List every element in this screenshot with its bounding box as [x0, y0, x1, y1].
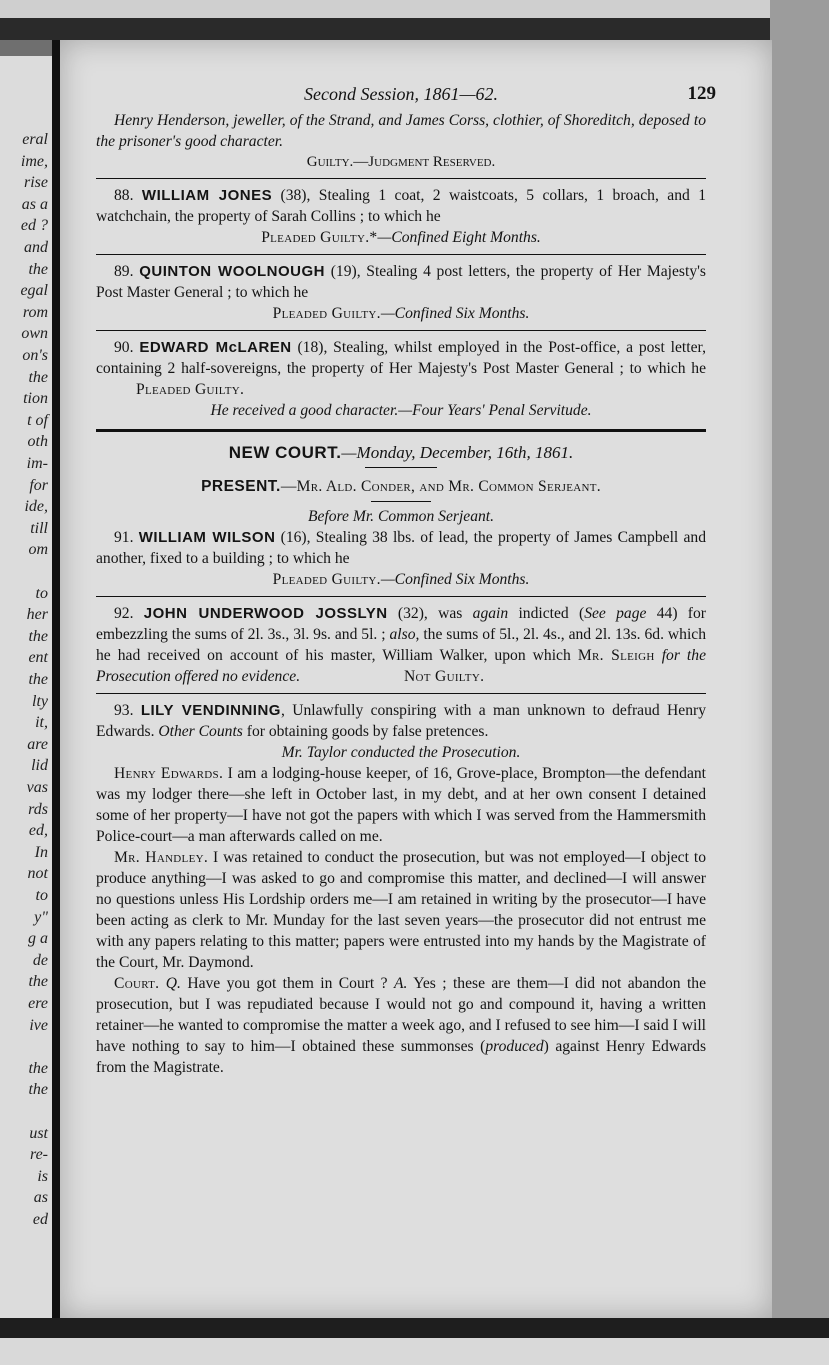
facing-page-fragment: ed,: [28, 822, 48, 840]
facing-page-fragment: re-: [29, 1146, 48, 1164]
facing-page-fragment: ere: [28, 995, 48, 1012]
case-text: for obtaining goods by false pretences.: [242, 723, 489, 740]
plea: Pleaded Guilty.*: [261, 229, 378, 246]
facing-page-fragment: as: [33, 1189, 48, 1207]
facing-page-fragment: om: [28, 541, 48, 559]
section-rule: [96, 596, 706, 597]
scan-top-shadow: [0, 18, 829, 40]
case-text: indicted (: [508, 605, 585, 622]
case-text-italic: for the Prosecution offered no evidence.: [96, 647, 706, 685]
facing-page-fragment: de: [32, 951, 48, 969]
page-number: 129: [687, 83, 716, 104]
case-text: (18), Stealing, whilst employed in the Post-office, a post letter, containing 2 half-sovereigns, the property of Her Majesty's Post Master General ; to which he: [96, 339, 706, 377]
facing-page-fragment: ed: [32, 1211, 48, 1228]
case-entry-91: [96, 527, 706, 590]
testimony-paragraph: [96, 763, 706, 847]
section-rule: [96, 254, 706, 255]
facing-page-fragment: egal: [20, 282, 48, 300]
case-text: (38), Stealing 1 coat, 2 waistcoats, 5 collars, 1 broach, and 1 watchchain, the property of Sarah Collins ; to which he: [96, 187, 707, 225]
testimony-text: I am a lodging-house keeper, of 16, Grove-place, Brompton—the defendant was my lodger there—she left in October last, in my debt, and at her own consent I detained some of her property—I have not got the papers with which I was served from the Hammersmith Police-court—a man afterwards called on me.: [96, 765, 706, 845]
section-rule: [96, 693, 706, 694]
question-marker: Q.: [165, 975, 181, 992]
answer-marker: A.: [393, 975, 408, 992]
before-judge: Before Mr. Common Serjeant.: [307, 508, 495, 525]
defendant-name: EDWARD McLAREN: [139, 339, 292, 356]
case-number: 92.: [114, 605, 134, 622]
case-number: 90.: [114, 339, 134, 356]
facing-page-fragment: In: [34, 843, 48, 861]
scan-bottom-edge: [0, 1338, 829, 1365]
facing-page-fragment: rom: [22, 303, 48, 321]
case-text-italic: again: [472, 605, 509, 622]
facing-page-fragment: ent: [28, 649, 48, 667]
running-title: Second Session, 1861—62.: [304, 84, 498, 104]
facing-page-fragment: rds: [28, 800, 48, 818]
facing-page-edge: [0, 56, 54, 1318]
case-text: 44) for embezzling the sums of 2l. 3s., 3l. 9s. and 5l. ;: [96, 605, 706, 643]
speaker-name: Henry Edwards.: [114, 765, 224, 782]
speaker-name: Mr. Handley.: [114, 849, 209, 866]
testimony-text: Yes ; these are them—I did not abandon the prosecution, but I was repudiated because I would not go and compound it, having a written retainer—he wanted to compromise the matter a week ago, and I refused to see him—I said I will have nothing to say to him—I obtained these summonses (: [96, 975, 707, 1055]
facing-page-fragment: the: [28, 973, 48, 991]
facing-page-fragment: the: [28, 671, 48, 688]
facing-page-fragment: lty: [32, 692, 48, 710]
case-number: 91.: [114, 529, 134, 546]
section-rule: [96, 178, 706, 179]
facing-page-fragment: the: [28, 1059, 48, 1077]
facing-page-fragment: the: [28, 368, 48, 386]
sentence: —Confined Six Months.: [380, 571, 530, 588]
court-date: —Monday, December, 16th, 1861.: [341, 443, 574, 462]
case-text: the sums of 5l., 2l. 4s., and 2l. 13s. 6d. which he had received on account of his master, William Walker, upon which: [96, 626, 706, 664]
short-rule: [371, 501, 431, 502]
facing-page-fragment: the: [28, 1081, 48, 1099]
facing-page-fragment: is: [37, 1167, 48, 1185]
facing-page-fragment: till: [30, 519, 48, 537]
sentence: —Confined Six Months.: [380, 305, 530, 322]
facing-page-fragment: ide,: [24, 498, 48, 516]
short-rule: [365, 467, 437, 468]
facing-page-fragment: ed ?: [20, 217, 48, 235]
defendant-name: WILLIAM JONES: [141, 187, 273, 204]
facing-page-fragment: to: [35, 584, 48, 602]
testimony-text-italic: produced: [485, 1038, 544, 1055]
facing-page-fragment: vas: [26, 779, 48, 796]
case-text: (19), Stealing 4 post letters, the property of Her Majesty's Post Master General ; to which he: [96, 263, 707, 301]
facing-page-fragment: eral: [22, 131, 48, 148]
court-heading: [96, 442, 706, 463]
testimony-text: Have you got them in Court ?: [180, 975, 394, 992]
testimony-text: ) against Henry Edwards from the Magistrate.: [96, 1038, 707, 1076]
session-divider: [96, 429, 706, 432]
case-number: 89.: [114, 263, 134, 280]
verdict-line: Guilty.—Judgment Reserved.: [306, 154, 496, 170]
plea: Pleaded Guilty.: [272, 305, 381, 322]
facing-page-fragment: her: [26, 606, 48, 624]
case-text-italic: also,: [389, 626, 420, 643]
facing-page-fragment: tion: [23, 390, 48, 408]
defendant-name: WILLIAM WILSON: [138, 529, 276, 546]
testimony-paragraph: [96, 973, 706, 1078]
facing-page-fragment: t of: [27, 411, 48, 429]
testimony-paragraph: [96, 847, 706, 973]
facing-page-fragment: y": [34, 908, 48, 926]
book-page: [60, 40, 772, 1318]
counsel-name: Mr. Sleigh: [577, 647, 655, 664]
defendant-name: JOHN UNDERWOOD JOSSLYN: [143, 605, 388, 622]
facing-page-fragment: g a: [28, 930, 48, 948]
case-entry-88: [96, 185, 706, 248]
case-entry-89: [96, 261, 706, 324]
prosecution-counsel: Mr. Taylor conducted the Prosecution.: [281, 744, 521, 761]
verdict-line: Not Guilty.: [404, 668, 485, 685]
facing-page-fragment: im-: [26, 455, 48, 472]
facing-page-fragment: it,: [35, 714, 48, 732]
facing-page-fragment: and: [24, 239, 48, 256]
speaker-name: Court.: [114, 975, 160, 992]
facing-page-fragment: own: [21, 325, 48, 343]
facing-page-fragment: the: [28, 627, 48, 645]
facing-page-fragment: the: [28, 260, 48, 278]
page-content: [96, 83, 716, 1078]
facing-page-fragment: are: [27, 735, 48, 753]
case-entry-93: [96, 700, 706, 763]
case-number: 93.: [114, 702, 134, 719]
case-number: 88.: [114, 187, 134, 204]
facing-page-fragment: ust: [29, 1124, 48, 1142]
case-text: , Unlawfully conspiring with a man unknown to defraud Henry Edwards.: [96, 702, 707, 740]
section-rule: [96, 330, 706, 331]
scan-right-edge: [770, 0, 829, 1365]
cross-reference: See page: [584, 605, 647, 622]
case-text: (16), Stealing 38 lbs. of lead, the property of James Campbell and another, fixed to a building ; to which he: [96, 529, 706, 567]
case-entry-90: [96, 337, 706, 421]
plea: Pleaded Guilty.: [272, 571, 381, 588]
facing-page-fragment: not: [27, 865, 48, 883]
character-witness-note: Henry Henderson, jeweller, of the Strand, and James Corss, clothier, of Shoreditch, deposed to the prisoner's good character.: [96, 112, 706, 150]
facing-page-fragment: lid: [31, 757, 48, 775]
facing-page-fragment: rise: [24, 174, 48, 192]
present-line: [96, 476, 706, 497]
defendant-name: QUINTON WOOLNOUGH: [139, 263, 326, 280]
facing-page-fragment: oth: [27, 433, 48, 451]
defendant-name: LILY VENDINNING: [140, 702, 281, 719]
running-header: [96, 83, 716, 110]
testimony-text: I was retained to conduct the prosecution, but was not employed—I object to produce anything—I was asked to go and compromise this matter, and declined—I will answer no questions unless His Lordship orders me—I am retained in writing by the prosecutor—I have been acting as clerk to Mr. Munday for the last seven years—the prosecutor did not entrust me with any papers relating to this matter; papers were entrusted into my hands by the Magistrate of the Court, Mr. Daymond.: [96, 849, 706, 971]
court-name: NEW COURT.: [228, 443, 342, 462]
facing-page-fragment: ime,: [20, 152, 48, 170]
facing-page-fragment: for: [29, 476, 48, 494]
case-text-italic: Other Counts: [158, 723, 243, 740]
facing-page-fragment: ive: [29, 1016, 48, 1034]
facing-page-fragment: as a: [21, 195, 48, 213]
sentence: He received a good character.—Four Years' Penal Servitude.: [210, 402, 592, 419]
facing-page-fragment: on's: [22, 347, 48, 364]
sentence: —Confined Eight Months.: [377, 229, 541, 246]
plea: Pleaded Guilty.: [136, 381, 245, 398]
present-label: PRESENT.: [201, 478, 281, 495]
present-judges: —Mr. Ald. Conder, and Mr. Common Serjeant.: [280, 478, 601, 495]
facing-page-fragment: to: [35, 887, 48, 904]
case-text: (32), was: [387, 605, 473, 622]
case-entry-92: [96, 603, 706, 687]
